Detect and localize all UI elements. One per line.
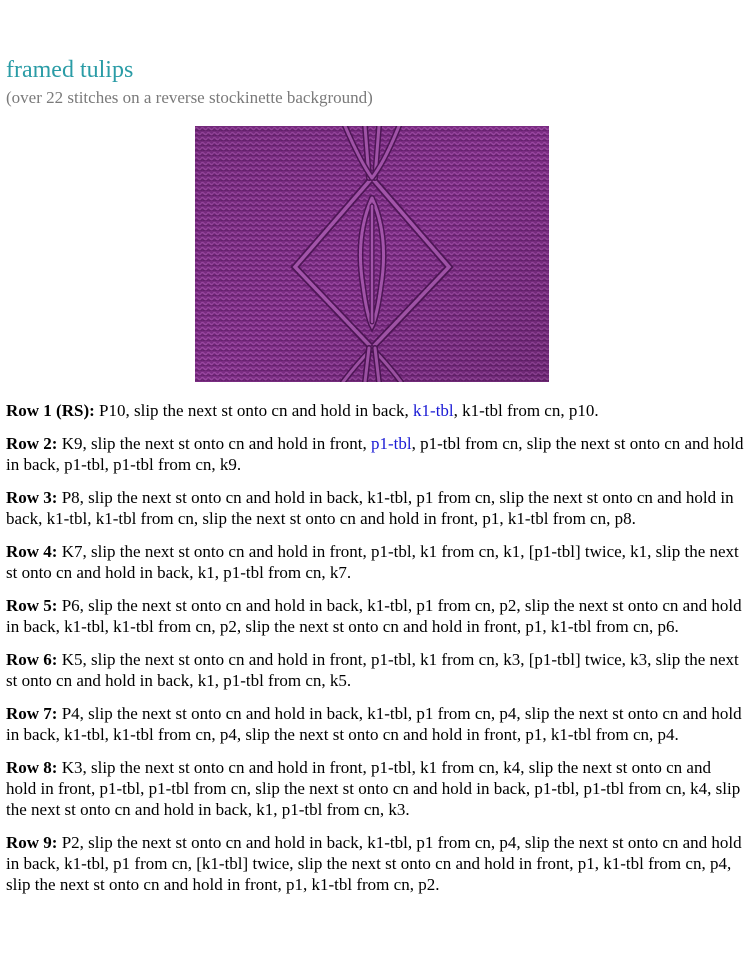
row-text: K7, slip the next st onto cn and hold in front, p1-tbl, k1 from cn, k1, [p1-tbl] twice, k1, slip the next st onto cn and hold in back, k1, p1-tbl from cn, k7.: [6, 542, 739, 582]
row-text: P4, slip the next st onto cn and hold in back, k1-tbl, p1 from cn, p4, slip the next st onto cn and hold in back, k1-tbl, k1-tbl from cn, p4, slip the next st onto cn and hold in front, p1, k1-tbl from cn, p4.: [6, 704, 742, 744]
pattern-subtitle: (over 22 stitches on a reverse stockinette background): [6, 88, 373, 107]
row-7-instruction: [6, 703, 744, 745]
row-text: P10, slip the next st onto cn and hold in back,: [94, 401, 414, 420]
row-label: Row 3:: [6, 488, 58, 507]
row-label: Row 2:: [6, 434, 58, 453]
k1-tbl-link[interactable]: k1-tbl: [413, 401, 454, 420]
row-9-instruction: [6, 832, 744, 895]
row-text: K5, slip the next st onto cn and hold in front, p1-tbl, k1 from cn, k3, [p1-tbl] twice, k3, slip the next st onto cn and hold in back, k1, p1-tbl from cn, k5.: [6, 650, 739, 690]
row-label: Row 9:: [6, 833, 58, 852]
row-label: Row 6:: [6, 650, 58, 669]
row-4-instruction: [6, 541, 744, 583]
pattern-instructions: [6, 400, 744, 895]
row-text: P6, slip the next st onto cn and hold in back, k1-tbl, p1 from cn, p2, slip the next st onto cn and hold in back, k1-tbl, k1-tbl from cn, p2, slip the next st onto cn and hold in front, p1, k1-tbl from cn, p6.: [6, 596, 742, 636]
row-label: Row 7:: [6, 704, 58, 723]
swatch-image: [195, 126, 549, 382]
pattern-title: framed tulips: [6, 57, 134, 83]
row-6-instruction: [6, 649, 744, 691]
row-text: K9, slip the next st onto cn and hold in front,: [57, 434, 371, 453]
row-3-instruction: [6, 487, 744, 529]
p1-tbl-link[interactable]: p1-tbl: [371, 434, 412, 453]
row-label: Row 1 (RS):: [6, 401, 95, 420]
row-text: P8, slip the next st onto cn and hold in back, k1-tbl, p1 from cn, slip the next st onto cn and hold in back, k1-tbl, k1-tbl from cn, slip the next st onto cn and hold in front, p1, k1-tbl from cn, p8.: [6, 488, 734, 528]
row-text: K3, slip the next st onto cn and hold in front, p1-tbl, k1 from cn, k4, slip the next st onto cn and hold in front, p1-tbl, p1-tbl from cn, slip the next st onto cn and hold in back, p1-tbl, p1-tbl from cn, k4, slip the next st onto cn and hold in back, k1, p1-tbl from cn, k3.: [6, 758, 741, 819]
row-1-instruction: [6, 400, 744, 421]
row-label: Row 5:: [6, 596, 58, 615]
row-text: , k1-tbl from cn, p10.: [453, 401, 599, 420]
row-2-instruction: [6, 433, 744, 475]
row-text: , p1-tbl from cn, slip the next st onto cn and hold in back, p1-tbl, p1-tbl from cn, k9.: [6, 434, 744, 474]
row-label: Row 8:: [6, 758, 58, 777]
row-label: Row 4:: [6, 542, 58, 561]
swatch-photo: [195, 126, 549, 382]
row-text: P2, slip the next st onto cn and hold in back, k1-tbl, p1 from cn, p4, slip the next st onto cn and hold in back, k1-tbl, p1 from cn, [k1-tbl] twice, slip the next st onto cn and hold in front, p1, k1-tbl from cn, p4, slip the next st onto cn and hold in front, p1, k1-tbl from cn, p2.: [6, 833, 742, 894]
row-8-instruction: [6, 757, 744, 820]
row-5-instruction: [6, 595, 744, 637]
